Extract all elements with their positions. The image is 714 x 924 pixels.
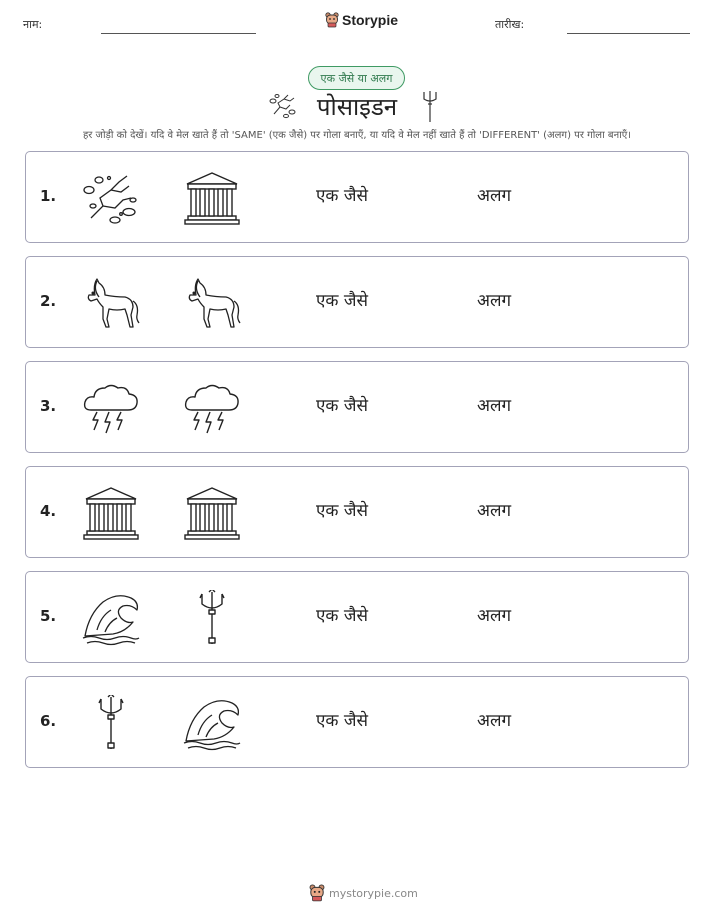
worksheet-title: पोसाइडन xyxy=(316,93,398,121)
trident-icon xyxy=(422,90,438,128)
row-number: 2. xyxy=(40,292,57,310)
date-label: तारीख: xyxy=(495,18,525,31)
storypie-mascot-icon xyxy=(309,884,325,902)
trident-icon xyxy=(81,695,141,751)
different-option[interactable]: अलग xyxy=(477,291,512,311)
instructions-text: हर जोड़ी को देखें। यदि वे मेल खाते हैं तो 'SAME' (एक जैसे) पर गोला बनाएँ, या यदि वे मेल नहीं खाते हैं तो 'DIFFERENT' (अलग) पर गोला बनाएँ। xyxy=(82,130,632,141)
footer-site-link[interactable]: mystorypie.com xyxy=(329,886,418,900)
wave-icon xyxy=(81,590,141,646)
same-option[interactable]: एक जैसे xyxy=(316,396,368,416)
trident-icon xyxy=(182,590,242,646)
pair-row-5 xyxy=(25,571,689,663)
row-number: 1. xyxy=(40,187,57,205)
footer xyxy=(309,884,418,902)
temple-icon xyxy=(182,485,242,541)
name-label: नाम: xyxy=(23,18,43,31)
pair-row-1 xyxy=(25,151,689,243)
row-number: 3. xyxy=(40,397,57,415)
row-number: 6. xyxy=(40,712,57,730)
horse-icon xyxy=(81,275,141,331)
name-field[interactable] xyxy=(101,33,256,34)
different-option[interactable]: अलग xyxy=(477,501,512,521)
same-option[interactable]: एक जैसे xyxy=(316,711,368,731)
storm-cloud-icon xyxy=(182,380,242,436)
same-option[interactable]: एक जैसे xyxy=(316,606,368,626)
same-option[interactable]: एक जैसे xyxy=(316,291,368,311)
same-option[interactable]: एक जैसे xyxy=(316,501,368,521)
pair-row-6 xyxy=(25,676,689,768)
storm-cloud-icon xyxy=(81,380,141,436)
brand-logo xyxy=(325,12,398,28)
worksheet-type-badge: एक जैसे या अलग xyxy=(308,66,405,90)
pair-row-3 xyxy=(25,361,689,453)
brand-name: Storypie xyxy=(342,12,399,28)
row-number: 5. xyxy=(40,607,57,625)
horse-icon xyxy=(182,275,242,331)
pair-row-4 xyxy=(25,466,689,558)
storypie-mascot-icon xyxy=(325,12,339,28)
row-number: 4. xyxy=(40,502,57,520)
different-option[interactable]: अलग xyxy=(477,186,512,206)
date-field[interactable] xyxy=(567,33,690,34)
same-option[interactable]: एक जैसे xyxy=(316,186,368,206)
wave-icon xyxy=(182,695,242,751)
different-option[interactable]: अलग xyxy=(477,396,512,416)
temple-icon xyxy=(182,170,242,226)
pair-row-2 xyxy=(25,256,689,348)
cracked-rock-icon xyxy=(81,170,141,226)
different-option[interactable]: अलग xyxy=(477,711,512,731)
temple-icon xyxy=(81,485,141,541)
different-option[interactable]: अलग xyxy=(477,606,512,626)
